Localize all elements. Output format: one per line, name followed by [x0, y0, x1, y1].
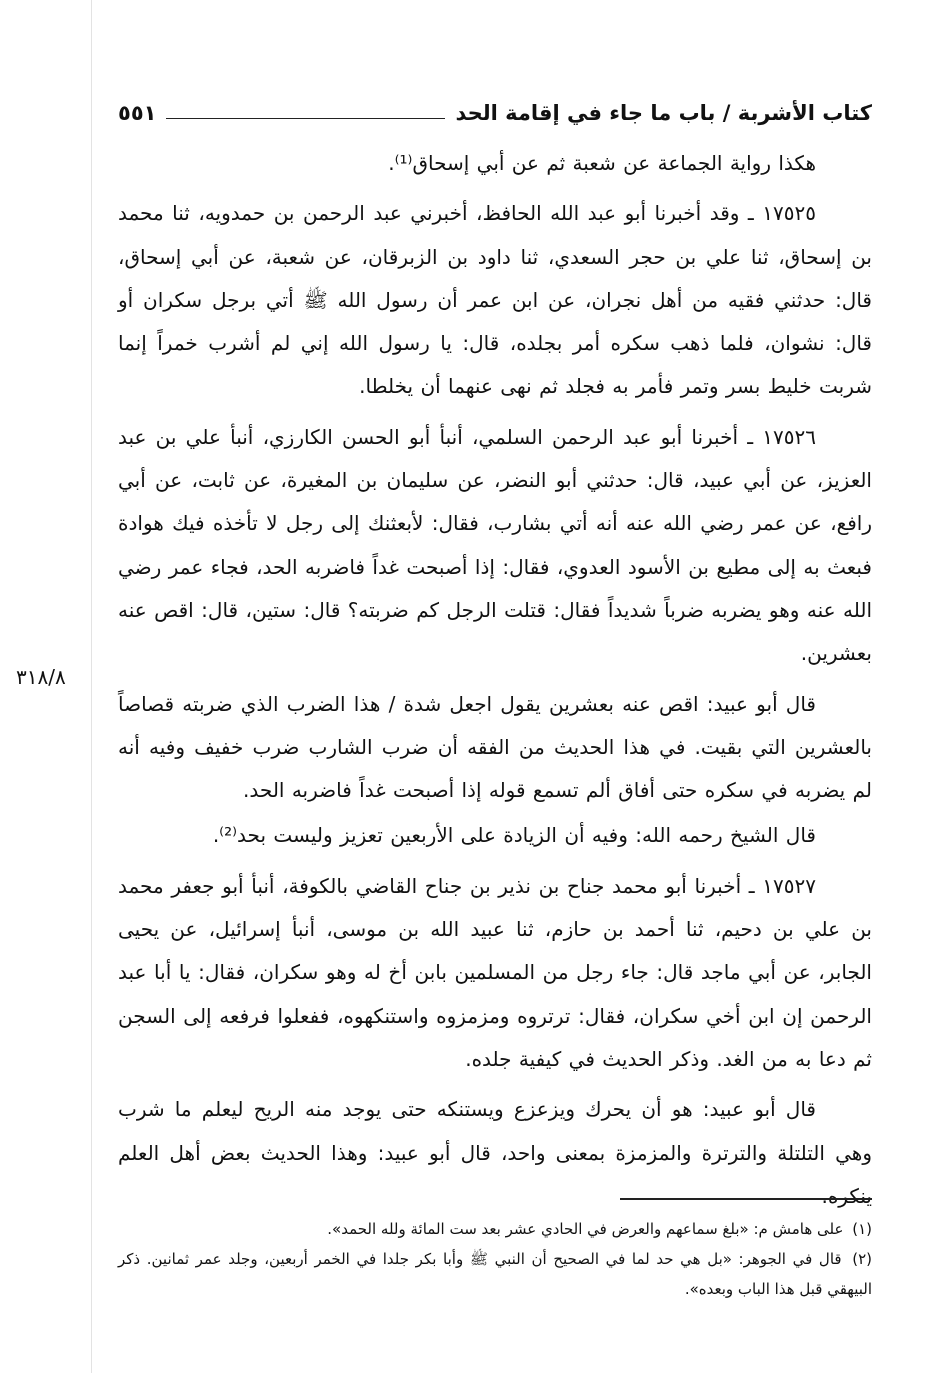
- footnote-number: (١): [852, 1220, 872, 1238]
- footnote-number: (٢): [852, 1250, 872, 1268]
- footnote-text: قال في الجوهر: «بل هي حد لما في الصحيح أن النبي ﷺ وأبا بكر جلدا في الخمر أربعين، وجلد عمر ثمانين. ذكر البيهقي قبل هذا الباب وبعده».: [118, 1250, 872, 1298]
- footnote-text: على هامش م: «بلغ سماعهم والعرض في الحادي عشر بعد ست المائة ولله الحمد».: [327, 1220, 844, 1238]
- hadith-17525: ١٧٥٢٥ ـ وقد أخبرنا أبو عبد الله الحافظ، أخبرني عبد الرحمن بن حمدويه، ثنا محمد بن إسحاق، ثنا علي بن حجر السعدي، ثنا داود بن الزبرقان، عن شعبة، عن أبي إسحاق، قال: حدثني فقيه من أهل نجران، عن ابن عمر أن رسول الله ﷺ أتي برجل سكران أو قال: نشوان، فلما ذهب سكره أمر بجلده، قال: يا رسول الله إني لم أشرب خمراً إنما شربت خليط بسر وتمر فأمر به فجلد ثم نهى عنهما أن يخلطا.: [118, 201, 872, 399]
- header-rule: [166, 118, 445, 119]
- page-number: ٥٥١: [118, 101, 157, 125]
- abu-ubaid-comment-1: قال أبو عبيد: اقص عنه بعشرين يقول اجعل شدة / هذا الضرب الذي ضربته قصاصاً بالعشرين التي بقيت. في هذا الحديث من الفقه أن ضرب الشارب ضرب خفيف وفيه أنه لم يضربه في سكره حتى أفاق ألم تسمع قوله إذا أصبحت غداً فاضربه الحد.: [118, 691, 872, 803]
- main-text: [118, 142, 872, 1218]
- running-title: كتاب الأشربة / باب ما جاء في إقامة الحد: [455, 101, 872, 125]
- page-header: [118, 84, 872, 124]
- footnotes: [118, 1214, 872, 1304]
- abu-ubaid-comment-2: قال أبو عبيد: هو أن يحرك ويزعزع ويستنكه حتى يوجد منه الريح ليعلم ما شرب وهي التلتلة والترترة والمزمزة بمعنى واحد، قال أبو عبيد: وهذا الحديث بعض أهل العلم ينكره.: [118, 1097, 872, 1208]
- hadith-17527: ١٧٥٢٧ ـ أخبرنا أبو محمد جناح بن نذير بن جناح القاضي بالكوفة، أنبأ أبو جعفر محمد بن علي بن دحيم، ثنا أحمد بن حازم، ثنا عبيد الله بن موسى، أنبأ إسرائيل، عن يحيى الجابر، عن أبي ماجد قال: جاء رجل من المسلمين بابن أخ له وهو سكران، فقال: يا أبا عبد الرحمن إن ابن أخي سكران، فقال: ترتروه ومزمزوه واستنكهوه، ففعلوا فرفعه إلى السجن ثم دعا به من الغد. وذكر الحديث في كيفية جلده.: [118, 873, 872, 1071]
- paragraph-1: هكذا رواية الجماعة عن شعبة ثم عن أبي إسحاق⁽¹⁾.: [388, 151, 816, 175]
- margin-volume-reference: ٣١٨/٨: [16, 665, 66, 689]
- sheikh-comment: قال الشيخ رحمه الله: وفيه أن الزيادة على الأربعين تعزيز وليست بحد⁽²⁾.: [212, 823, 816, 848]
- hadith-17526: ١٧٥٢٦ ـ أخبرنا أبو عبد الرحمن السلمي، أنبأ أبو الحسن الكارزي، أنبأ علي بن عبد العزيز، عن أبي عبيد، قال: حدثني أبو النضر، عن سليمان بن المغيرة، عن ثابت، عن أبي رافع، عن عمر رضي الله عنه أنه أتي بشارب، فقال: لأبعثنك إلى رجل لا تأخذه فيك هوادة فبعث به إلى مطيع بن الأسود العدوي، فقال: إذا أصبحت غداً فاضربه الحد، فجاء عمر رضي الله عنه وهو يضربه ضرباً شديداً فقال: قتلت الرجل كم ضربته؟ قال: ستين، قال: اقص عنه بعشرين.: [118, 424, 872, 666]
- footnote-1: [118, 1214, 872, 1244]
- footnote-2: [118, 1244, 872, 1304]
- footnote-separator: [620, 1198, 872, 1200]
